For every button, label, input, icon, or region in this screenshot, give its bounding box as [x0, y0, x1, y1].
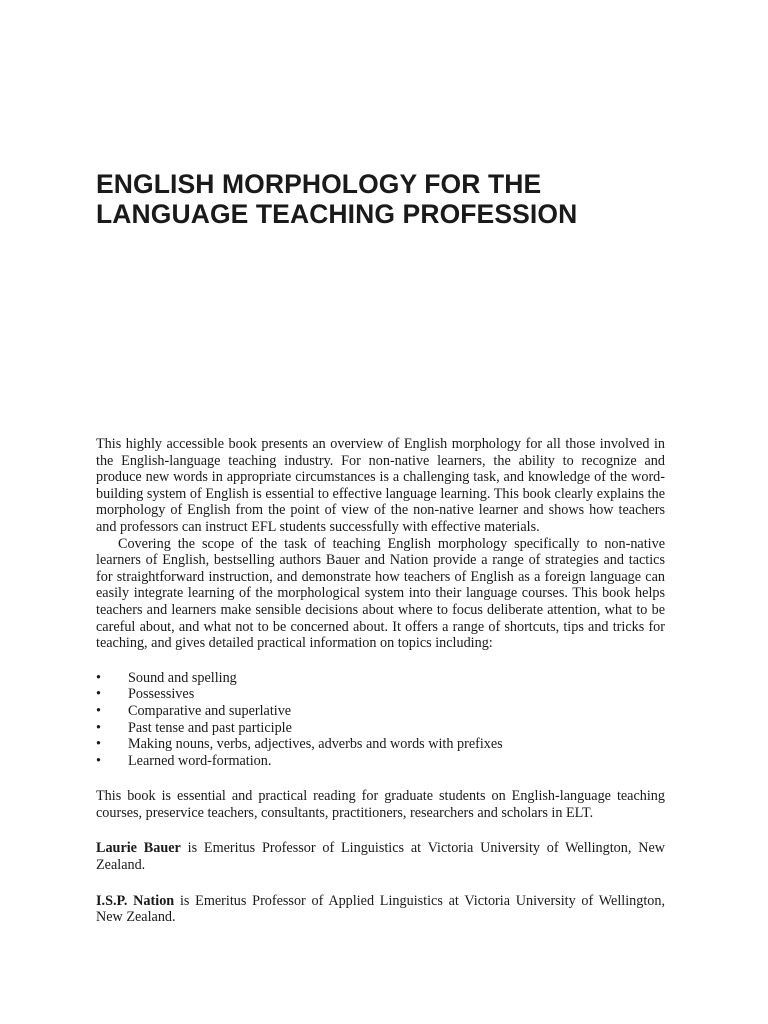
book-description — [96, 436, 665, 926]
author-name: I.S.P. Nation — [96, 892, 175, 909]
book-title-line-2: LANGUAGE TEACHING PROFESSION — [96, 199, 578, 229]
list-item — [96, 670, 665, 687]
author-bio-text: is Emeritus Professor of Applied Linguistics at Victoria University of Wellington, New Zealand. — [96, 892, 666, 926]
audience-paragraph: This book is essential and practical reading for graduate students on English-language teaching courses, preservice teachers, consultants, practitioners, researchers and scholars in ELT. — [96, 788, 665, 821]
bullet-icon: • — [96, 669, 101, 686]
topic-text: Learned word-formation. — [128, 752, 272, 769]
bullet-icon: • — [96, 736, 101, 753]
bullet-icon: • — [96, 752, 101, 769]
description-paragraph-2: Covering the scope of the task of teaching English morphology specifically to non-native learners of English, bestselling authors Bauer and Nation provide a range of strategies and tactics for straightforward instruction, and demonstrate how teachers of English as a foreign language can easily integrate learning of the morphological system into their language courses. This book helps teachers and learners make sensible decisions about where to focus deliberate attention, what to be careful about, and what not to be concerned about. It offers a range of shortcuts, tips and tricks for teaching, and gives detailed practical information on topics including: — [96, 535, 665, 652]
author-bio-text: is Emeritus Professor of Linguistics at Victoria University of Wellington, New Zealand. — [96, 840, 665, 874]
author-bio-nation — [96, 893, 665, 926]
list-item — [96, 753, 665, 770]
topics-list — [96, 670, 665, 770]
topic-text: Past tense and past participle — [128, 719, 292, 736]
description-paragraph-1: This highly accessible book presents an overview of English morphology for all those involved in the English-language teaching industry. For non-native learners, the ability to recognize and produce new words in appropriate circumstances is a challenging task, and knowledge of the word-building system of English is essential to effective language learning. This book clearly explains the morphology of English from the point of view of the non-native learner and shows how teachers and professors can instruct EFL students successfully with effective materials. — [96, 436, 665, 535]
author-bio-bauer — [96, 840, 665, 873]
topic-text: Sound and spelling — [128, 669, 237, 686]
bullet-icon: • — [96, 686, 101, 703]
topic-text: Comparative and superlative — [128, 702, 292, 719]
bullet-icon: • — [96, 719, 101, 736]
list-item — [96, 703, 665, 720]
topic-text: Possessives — [128, 686, 195, 703]
bullet-icon: • — [96, 702, 101, 719]
topic-text: Making nouns, verbs, adjectives, adverbs and words with prefixes — [128, 736, 503, 753]
author-name: Laurie Bauer — [96, 840, 181, 857]
list-item — [96, 736, 665, 753]
list-item — [96, 686, 665, 703]
list-item — [96, 720, 665, 737]
book-title-line-1: ENGLISH MORPHOLOGY FOR THE — [96, 169, 542, 199]
book-title — [96, 169, 696, 229]
